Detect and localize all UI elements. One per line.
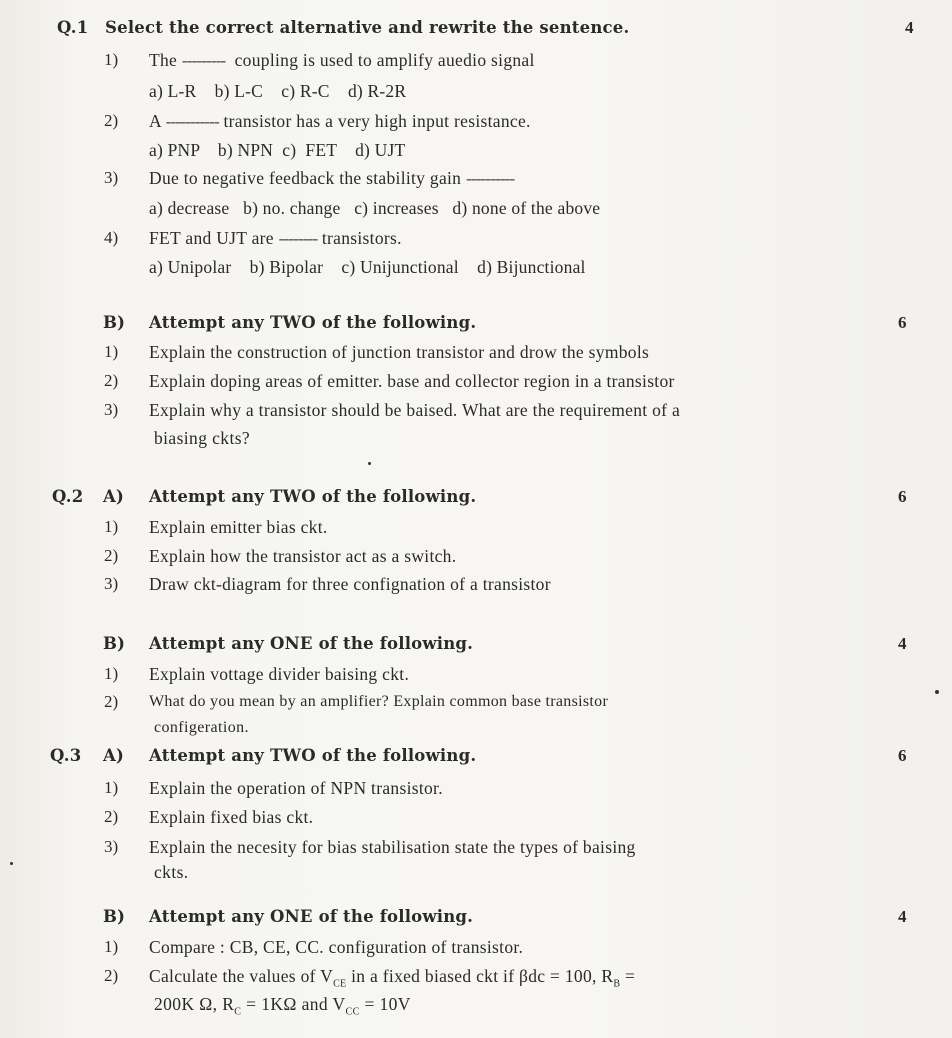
item-text: The --------- coupling is used to amplify auedio signal <box>149 50 535 70</box>
item-number: 1) <box>104 50 119 69</box>
item-text: Calculate the values of $V_{CE}$ in a fixed biased ckt if βdc = 100, $R_B$ = <box>149 966 636 990</box>
question-number: Q.1 <box>57 18 89 37</box>
item-text: FET and UJT are -------- transistors. <box>149 228 402 248</box>
item-text: A ----------- transistor has a very high input resistance. <box>149 111 531 131</box>
scan-speck <box>10 862 13 865</box>
marks: 4 <box>905 18 914 37</box>
item-text: Due to negative feedback the stability gain ---------- <box>149 168 515 188</box>
exam-paper-page: Q.1 Select the correct alternative and rewrite the sentence. 4 1) The --------- coupling is used to amplify auedio signal a) L-R b) L-C c) R-C d) R-2R 2) A ----------- transistor has a very high input resistance. a) PNP b) NPN c) FET d) UJT 3) Due to negative feedback the stability gain ---------- a) decrease b) no. change c) increases d) none of the above 4) FET and UJT are -------- transistors. a) Unipolar b) Bipolar c) Unijunctional d) Bijunctional B) Attempt any TWO of the following. 6 1) Explain the construction of junction transistor and drow the symbols 2) Explain doping areas of emitter. base and collector region in a transistor 3) Explain why a transistor should be baised. What are the requirement of a biasing ckts? Q.2 A) Attempt any TWO of the following. 6 1) Explain emitter bias ckt. 2) Explain how the transistor act as a switch. 3) Draw ckt-diagram for three confignation of a transistor B) Attempt any ONE of the following. 4 1) Explain vottage divider baising ckt. 2) What do you mean by an amplifier? Explain common base transistor configeration. Q.3 A) Attempt any TWO of the following. 6 1) Explain the operation of NPN transistor. 2) Explain fixed bias ckt. 3) Explain the necesity for bias stabilisation state the types of baising ckts. B) Attempt any ONE of the following. 4 1) Compare : CB, CE, CC. configuration of transistor. 2) Calculate the values of $V_{CE}$ in a fixed biased ckt if βdc = 100, $R_B$ = 200K Ω, $R_C = 1K\Omega$ and $V_{CC} = 10V$ <box>0 0 952 1038</box>
scan-speck <box>368 462 371 465</box>
question-title: Select the correct alternative and rewrite the sentence. <box>105 18 630 37</box>
scan-speck <box>935 690 939 694</box>
